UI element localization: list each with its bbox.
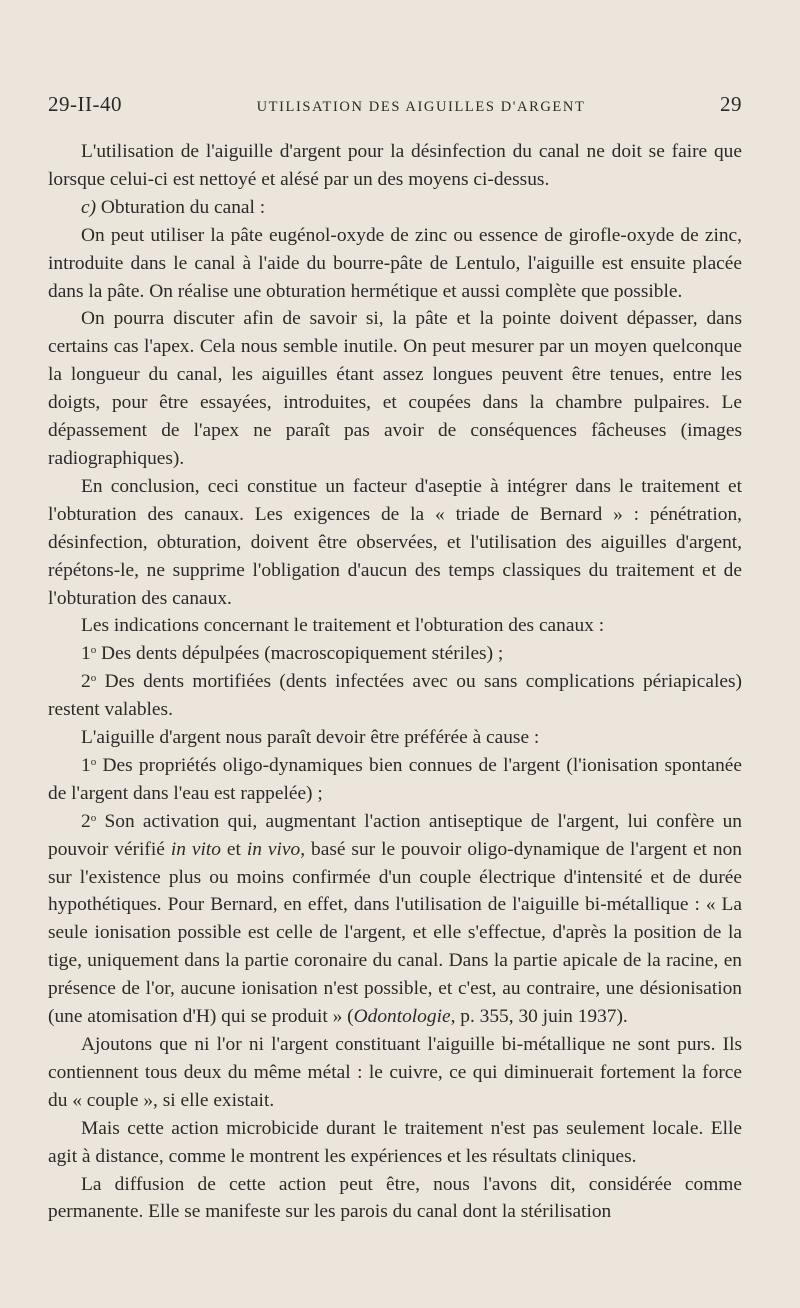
body-text [48,138,742,1226]
list-number: 2 [81,671,91,693]
paragraph-14: La diffusion de cette action peut être, nous l'avons dit, considérée comme permanente. Elle se manifeste sur les parois du canal dont la stérilisation [48,1173,742,1223]
list-item-2 [48,668,742,724]
ordinal-mark: o [90,755,97,768]
list-text: , p. 355, 30 juin 1937). [450,1006,628,1028]
ordinal-mark: o [90,672,97,685]
list-text: , basé sur le pouvoir oligo-dynamique de l'argent et non sur l'existence plus ou moins confirmée d'un couple électrique d'intensité et de durée hypothétiques. Pour Bernard, en effet, dans l'utilisation de l'aiguille bi-métallique : « La seule ionisation possible est celle de l'argent, et elle s'effectue, d'après la position de la tige, uniquement dans la partie coronaire du canal. Dans la partie apicale de la racine, en présence de l'or, aucune ionisation n'est possible, et c'est, au contraire, une désionisation (une atomisation d'H) qui se produit » ( [48,838,742,1028]
list-text: Des propriétés oligo-dynamiques bien connues de l'argent (l'ionisation spontanée de l'argent dans l'eau est rappelée) ; [48,754,742,804]
paragraph-12: Ajoutons que ni l'or ni l'argent constituant l'aiguille bi-métallique ne sont purs. Ils contiennent tous deux du même métal : le cuivre, ce qui diminuerait fortement la force du « couple », si elle existait. [48,1034,742,1111]
paragraph-9: L'aiguille d'argent nous paraît devoir être préférée à cause : [81,727,540,749]
list-number: 1 [81,754,91,776]
section-letter: c) [81,196,97,218]
list-number: 2 [81,810,91,832]
paragraph-13: Mais cette action microbicide durant le traitement n'est pas seulement locale. Elle agit à distance, comme le montrent les expériences et les résultats cliniques. [48,1117,742,1167]
list-number: 1 [81,643,91,665]
header-date: 29-II-40 [48,92,122,116]
list-item-3 [48,752,742,808]
list-text: et [220,838,247,860]
page-number: 29 [720,92,742,116]
paragraph-1: L'utilisation de l'aiguille d'argent pour la désinfection du canal ne doit se faire que lorsque celui-ci est nettoyé et alésé par un des moyens ci-dessus. [48,141,742,190]
paragraph-5: En conclusion, ceci constitue un facteur d'aseptie à intégrer dans le traitement et l'obturation des canaux. Les exigences de la « triade de Bernard » : pénétration, désinfection, obturation, doivent être observées, et l'utilisation des aiguilles d'argent, répétons-le, ne supprime l'obligation d'aucun des temps classiques du traitement et de l'obturation des canaux. [48,475,742,609]
ordinal-mark: o [90,811,97,824]
list-text: Des dents dépulpées (macroscopiquement stériles) ; [96,643,504,665]
page-header [48,92,742,122]
list-text: Son activation qui, augmentant l'action antiseptique de l'argent, lui confère un pouvoir vérifié [48,810,742,860]
list-text: Des dents mortifiées (dents infectées avec ou sans complications périapicales) restent valables. [48,671,742,721]
list-item-4 [48,808,742,1031]
paragraph-2 [48,194,742,222]
paragraph-6: Les indications concernant le traitement et l'obturation des canaux : [81,615,605,637]
citation-journal: Odontologie [353,1006,451,1028]
paragraph-3: On peut utiliser la pâte eugénol-oxyde de zinc ou essence de girofle-oxyde de zinc, introduite dans le canal à l'aide du bourre-pâte de Lentulo, l'aiguille est ensuite placée dans la pâte. On réalise une obturation hermétique et aussi complète que possible. [48,224,742,302]
italic-term: in vito [170,838,221,860]
italic-term: in vivo [246,838,301,860]
running-title: UTILISATION DES AIGUILLES D'ARGENT [256,99,586,115]
section-heading: Obturation du canal : [96,196,266,218]
list-item-1 [48,640,742,668]
ordinal-mark: o [90,644,97,657]
paragraph-4: On pourra discuter afin de savoir si, la pâte et la pointe doivent dépasser, dans certains cas l'apex. Cela nous semble inutile. On peut mesurer par un moyen quelconque la longueur du canal, les aiguilles étant assez longues peuvent être tenues, entre les doigts, pour être essayées, introduites, et coupées dans la chambre pulpaires. Le dépassement de l'apex ne paraît pas avoir de conséquences fâcheuses (images radiographiques). [48,308,742,469]
